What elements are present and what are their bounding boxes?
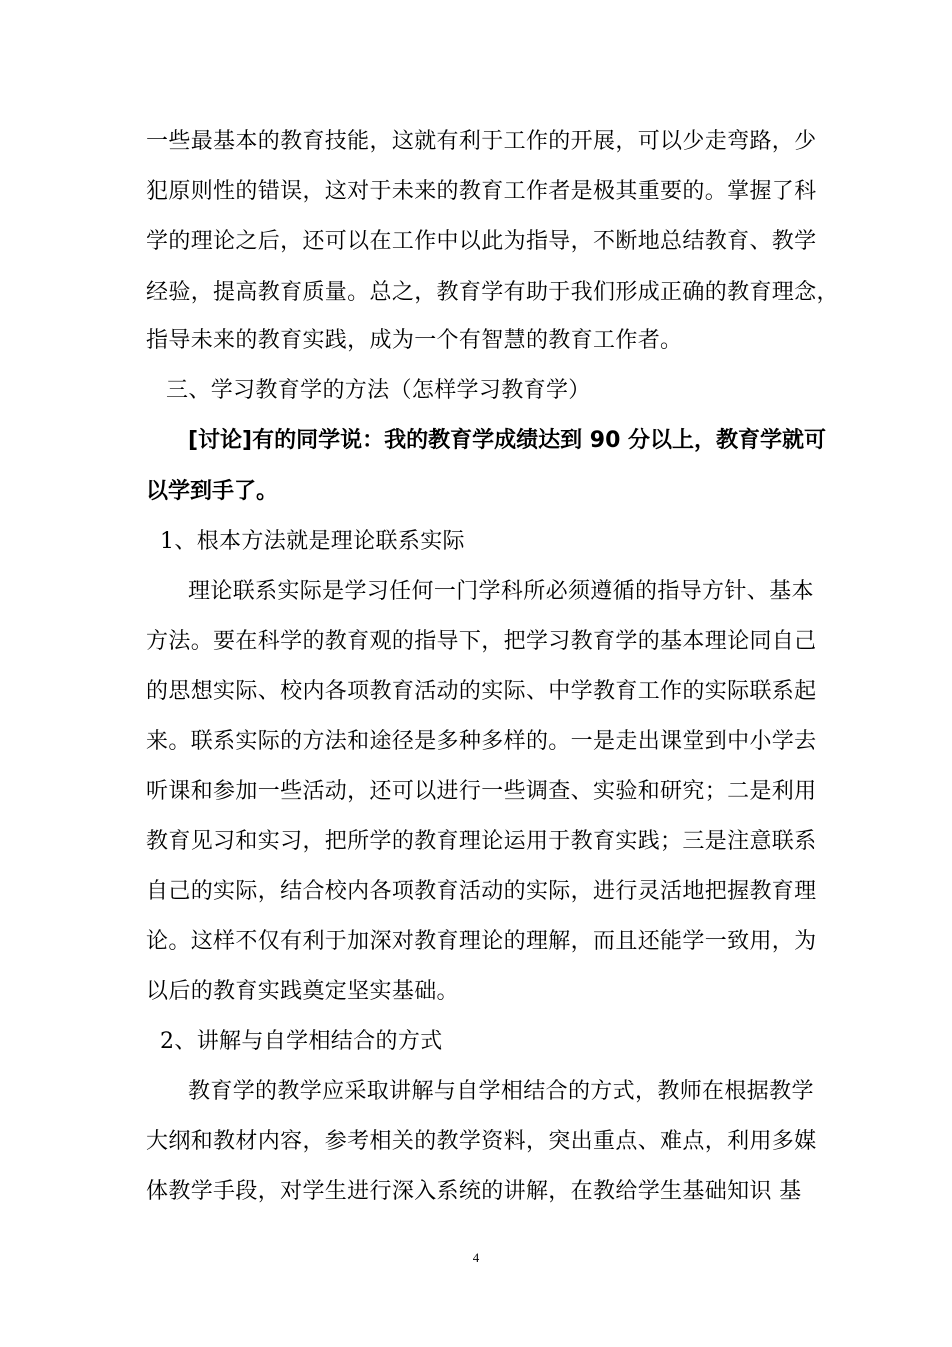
paragraph-line: 以后的教育实践奠定坚实基础。 <box>146 979 459 1004</box>
paragraph-line: 指导未来的教育实践，成为一个有智慧的教育工作者。 <box>146 328 683 353</box>
paragraph-line: 学的理论之后，还可以在工作中以此为指导，不断地总结教育、教学 <box>146 229 817 254</box>
discussion-line: 以学到手了。 <box>146 479 279 504</box>
paragraph-line: 大纲和教材内容，参考相关的教学资料，突出重点、难点，利用多媒 <box>146 1129 817 1154</box>
subsection-heading: 1、根本方法就是理论联系实际 <box>160 529 465 554</box>
section-heading: 三、学习教育学的方法（怎样学习教育学） <box>166 378 591 403</box>
page-number: 4 <box>472 1250 480 1265</box>
paragraph-line: 自己的实际，结合校内各项教育活动的实际，进行灵活地把握教育理 <box>146 879 817 904</box>
subsection-heading: 2、讲解与自学相结合的方式 <box>160 1029 443 1054</box>
paragraph-line: 一些最基本的教育技能，这就有利于工作的开展，可以少走弯路，少 <box>146 129 817 154</box>
paragraph-line: 犯原则性的错误，这对于未来的教育工作者是极其重要的。掌握了科 <box>146 179 817 204</box>
paragraph-line: 论。这样不仅有利于加深对教育理论的理解，而且还能学一致用，为 <box>146 929 817 954</box>
paragraph-line: 体教学手段，对学生进行深入系统的讲解，在教给学生基础知识 基 <box>146 1179 802 1204</box>
paragraph-line: 方法。要在科学的教育观的指导下，把学习教育学的基本理论同自己 <box>146 629 817 654</box>
paragraph-line: 教育学的教学应采取讲解与自学相结合的方式，教师在根据教学 <box>188 1079 814 1104</box>
paragraph-line: 教育见习和实习，把所学的教育理论运用于教育实践；三是注意联系 <box>146 829 817 854</box>
paragraph-line: 理论联系实际是学习任何一门学科所必须遵循的指导方针、基本 <box>188 579 814 604</box>
paragraph-line: 听课和参加一些活动，还可以进行一些调查、实验和研究；二是利用 <box>146 779 817 804</box>
paragraph-line: 经验，提高教育质量。总之，教育学有助于我们形成正确的教育理念， <box>146 280 839 305</box>
discussion-line: [讨论]有的同学说：我的教育学成绩达到 90 分以上，教育学就可 <box>188 428 827 453</box>
paragraph-line: 的思想实际、校内各项教育活动的实际、中学教育工作的实际联系起 <box>146 679 817 704</box>
paragraph-line: 来。联系实际的方法和途径是多种多样的。一是走出课堂到中小学去 <box>146 729 817 754</box>
